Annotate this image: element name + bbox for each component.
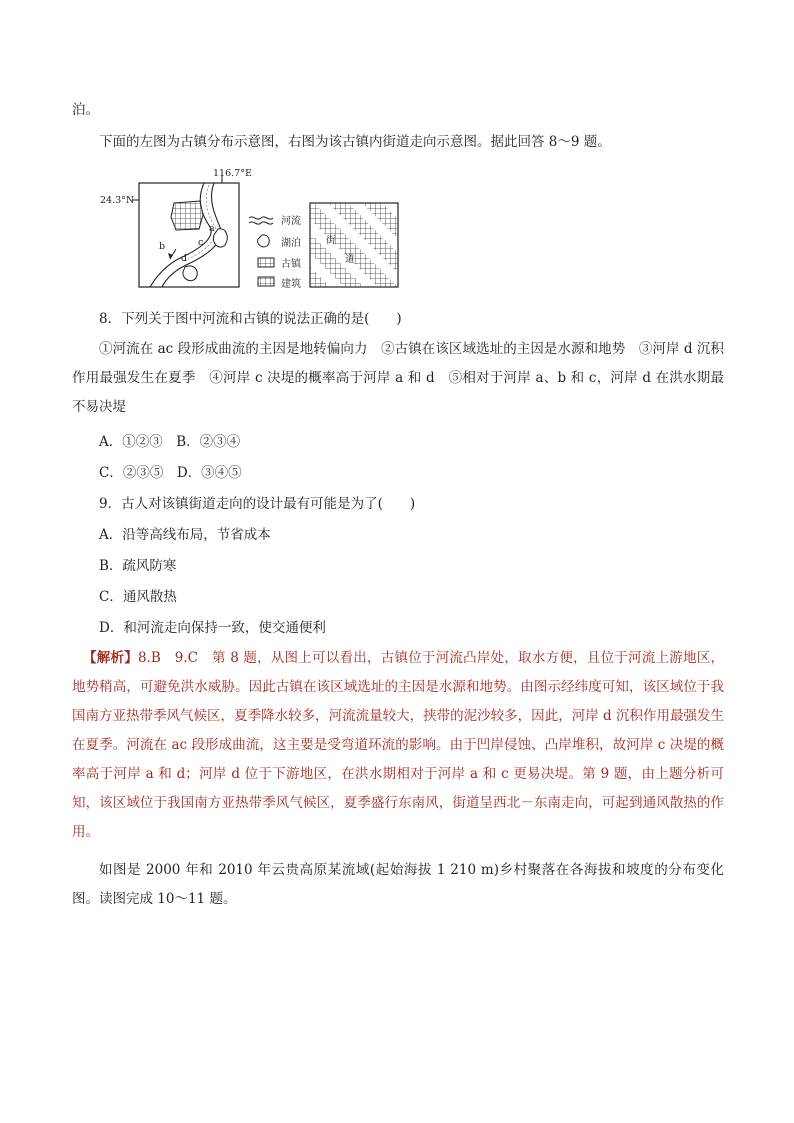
question-9-option-a: A．沿等高线布局，节省成本 (99, 527, 271, 543)
analysis (72, 644, 724, 847)
question-8-stem: 8．下列关于图中河流和古镇的说法正确的是( ) (99, 311, 402, 327)
legend-river-symbol (249, 217, 273, 219)
street-label-1: 街 (326, 235, 336, 246)
intro-questions-8-9: 下面的左图为古镇分布示意图，右图为该古镇内街道走向示意图。据此回答 8～9 题。 (99, 134, 611, 150)
legend-lake-symbol (258, 235, 270, 247)
top-fragment: 泊。 (72, 102, 99, 118)
legend-lake-label: 湖泊 (281, 238, 301, 249)
street-direction-map (294, 203, 398, 287)
analysis-text: 8.B 9.C 第 8 题，从图上可以看出，古镇位于河流凸岸处，取水方便，且位于河流上游地区，地势稍高，可避免洪水威胁。因此古镇在该区域选址的主因是水源和地势。由图示经纬度可知，该区域位于我国南方亚热带季风气候区，夏季降水较多，河流流量较大，挟带的泥沙较多，因此，河岸 d 沉积作用最强发生在夏季。河流在 ac 段形成曲流，这主要是受弯道环流的影响。由于凹岸侵蚀、凸岸堆积，故河岸 c 决堤的概率高于河岸 a 和 d；河岸 d 位于下游地区，在洪水期相对于河岸 a 和 c 更易决堤。第 9 题，由上题分析可知，该区域位于我国南方亚热带季风气候区，夏季盛行东南风，街道呈西北－东南走向，可起到通风散热的作用。 (72, 650, 725, 840)
legend-town-symbol (258, 258, 274, 267)
point-label-d: d (181, 253, 188, 264)
legend (249, 214, 302, 290)
question-9-option-b: B．疏风防寒 (99, 558, 177, 574)
point-label-b: b (159, 241, 166, 252)
legend-building-symbol (258, 277, 274, 286)
latitude-label: 24.3°N (100, 195, 135, 206)
analysis-tag: 【解析】 (83, 650, 138, 666)
figure (0, 163, 794, 298)
question-8-options-ab: A．①②③ B．②③④ (99, 434, 241, 450)
lake-lower (183, 266, 197, 281)
legend-building-label: 建筑 (281, 279, 301, 290)
intro-questions-10-11: 如图是 2000 年和 2010 年云贵高原某流域(起始海拔 1 210 m)乡村聚落在各海拔和坡度的分布变化图。读图完成 10～11 题。 (72, 862, 724, 907)
town-distribution-map (100, 168, 252, 287)
question-8-statements: ①河流在 ac 段形成曲流的主因是地转偏向力 ②古镇在该区域选址的主因是水源和地势 ③河岸 d 沉积作用最强发生在夏季 ④河岸 c 决堤的概率高于河岸 a 和 d ⑤相对于河岸 a、b 和 c，河岸 d 在洪水期最不易决堤 (72, 341, 724, 415)
street-label-2: 道 (345, 254, 355, 265)
question-9-option-d: D．和河流走向保持一致，使交通便利 (99, 620, 326, 636)
point-label-c: c (198, 237, 204, 248)
legend-river-label: 河流 (281, 216, 301, 227)
longitude-label: 116.7°E (213, 168, 252, 179)
ancient-town-area (171, 201, 203, 230)
point-label-a: a (209, 223, 215, 234)
question-9-option-c: C．通风散热 (99, 589, 177, 605)
legend-town-label: 古镇 (281, 259, 301, 270)
question-8-options-cd: C．②③⑤ D．③④⑤ (99, 465, 242, 481)
question-9-stem: 9．古人对该镇街道走向的设计最有可能是为了( ) (99, 496, 416, 512)
